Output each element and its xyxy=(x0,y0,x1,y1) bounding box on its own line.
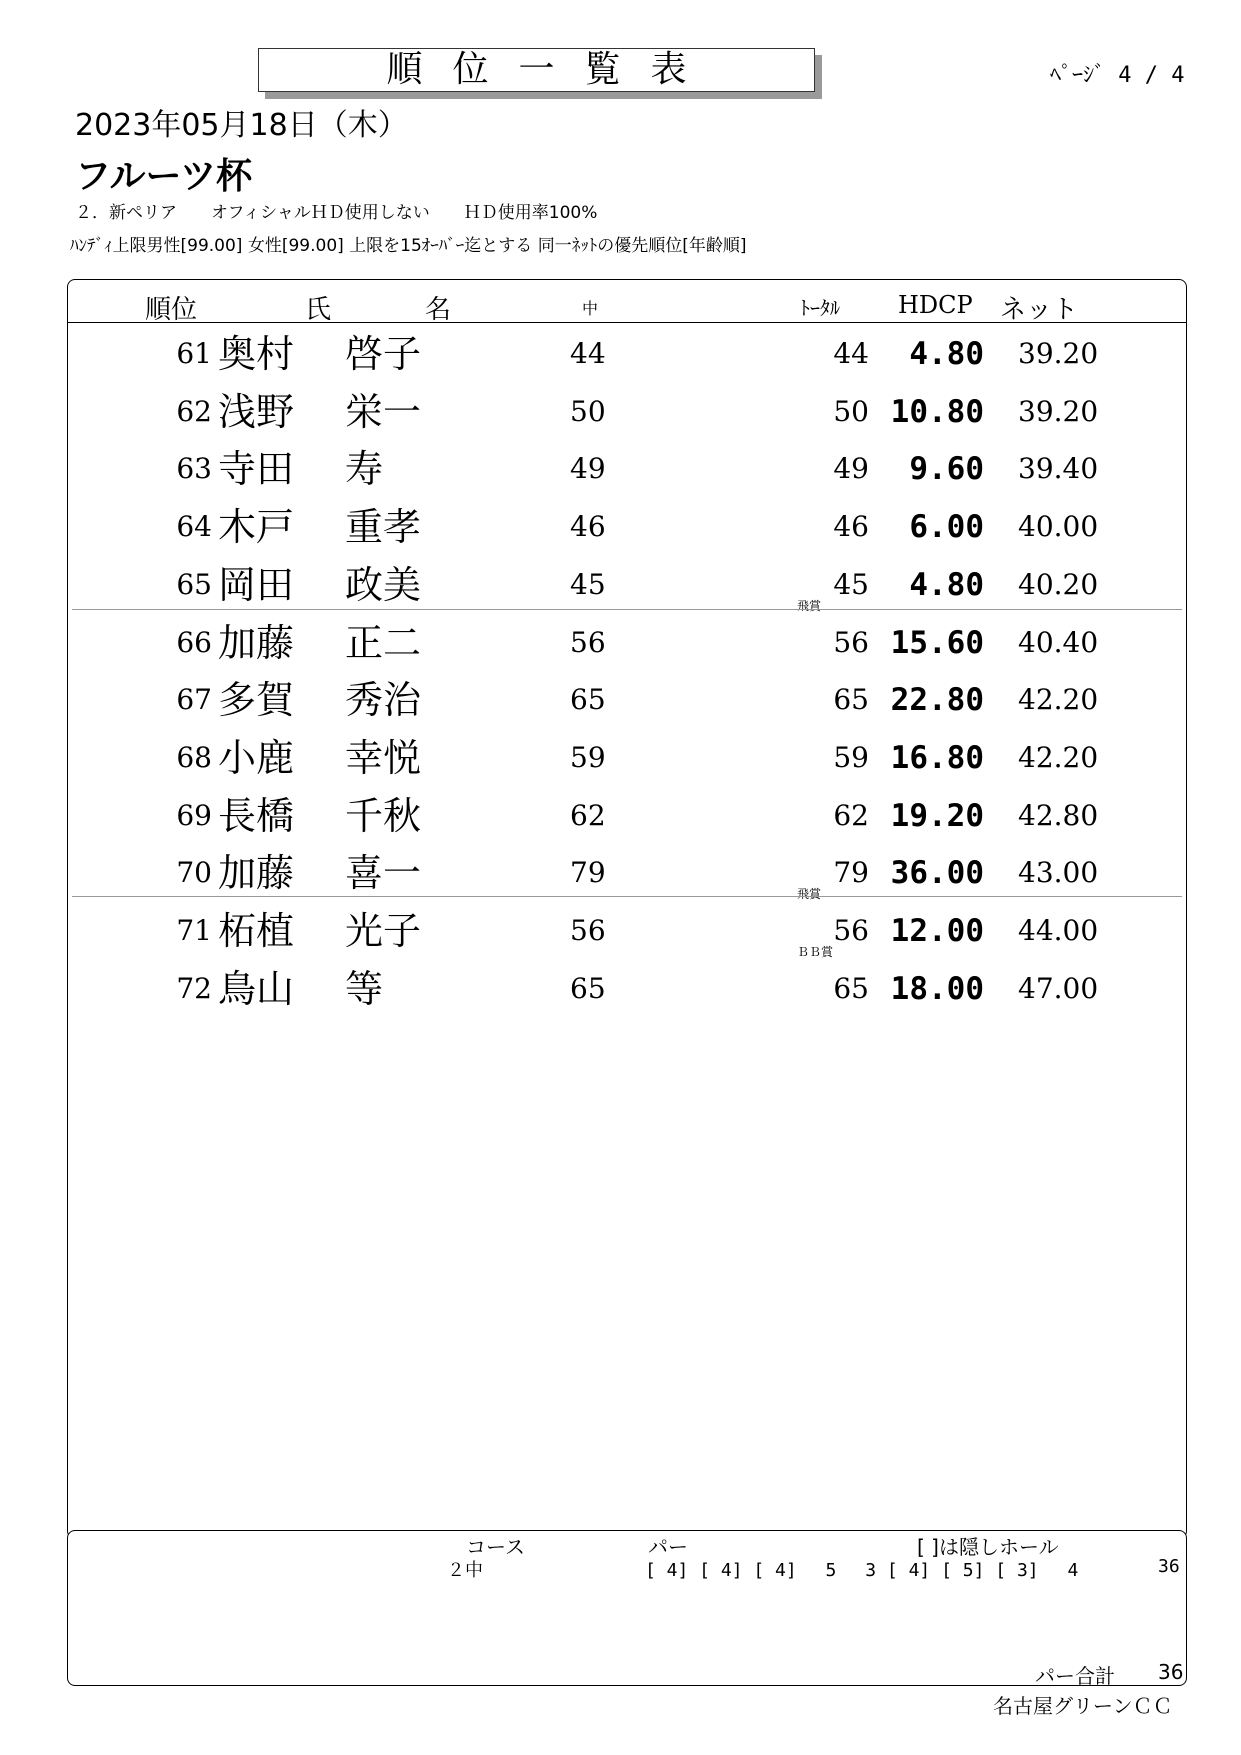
net-score-cell: 42.20 xyxy=(1018,683,1099,717)
group-divider xyxy=(72,896,1182,897)
page-number: ﾍﾟｰｼﾞ 4 / 4 xyxy=(1050,63,1185,88)
surname-cell: 加藤 xyxy=(218,851,295,896)
event-name: フルーツ杯 xyxy=(75,156,253,197)
course-score-cell: 46 xyxy=(570,510,606,544)
par-total-value: 36 xyxy=(1158,1660,1184,1684)
total-score-cell: 44 xyxy=(833,337,869,370)
given-name-cell: 幸悦 xyxy=(345,735,422,780)
footer-par-label: パー xyxy=(648,1535,688,1559)
award-label: 飛賞 xyxy=(797,598,822,613)
course-score-cell: 62 xyxy=(570,798,606,832)
rank-cell: 67 xyxy=(176,683,212,717)
course-score-cell: 65 xyxy=(570,683,606,717)
table-row xyxy=(0,498,1241,556)
total-score-cell: 49 xyxy=(833,452,869,486)
surname-cell: 岡田 xyxy=(218,562,295,607)
course-score-cell: 59 xyxy=(570,740,606,774)
table-row xyxy=(0,844,1241,902)
given-name-cell: 重孝 xyxy=(345,505,422,550)
hdcp-cell: 10.80 xyxy=(890,393,984,430)
header-net: ネット xyxy=(1000,295,1079,325)
net-score-cell: 47.00 xyxy=(1018,971,1099,1005)
footer-course-par: 36 xyxy=(1158,1556,1180,1577)
net-score-cell: 40.00 xyxy=(1018,510,1099,544)
rank-cell: 69 xyxy=(176,798,212,832)
course-score-cell: 56 xyxy=(570,914,606,947)
given-name-cell: 秀治 xyxy=(345,678,422,723)
event-date: 2023年05月18日（木） xyxy=(75,108,408,143)
surname-cell: 木戸 xyxy=(218,505,295,550)
given-name-cell: 喜一 xyxy=(345,851,422,896)
given-name-cell: 光子 xyxy=(345,909,422,953)
net-score-cell: 43.00 xyxy=(1018,856,1099,890)
total-score-cell: 46 xyxy=(833,510,869,544)
net-score-cell: 42.80 xyxy=(1018,798,1099,832)
hdcp-cell: 22.80 xyxy=(890,682,984,719)
rank-cell: 72 xyxy=(176,971,212,1005)
course-score-cell: 65 xyxy=(570,971,606,1005)
given-name-cell: 政美 xyxy=(345,562,422,607)
rank-cell: 65 xyxy=(176,567,212,601)
given-name-cell: 等 xyxy=(345,966,384,1011)
rank-cell: 64 xyxy=(176,510,212,544)
surname-cell: 小鹿 xyxy=(218,735,295,780)
net-score-cell: 39.20 xyxy=(1018,337,1099,370)
table-row xyxy=(0,325,1241,383)
table-row xyxy=(0,671,1241,729)
given-name-cell: 栄一 xyxy=(345,389,422,434)
table-row xyxy=(0,614,1241,672)
header-course: 中 xyxy=(582,299,599,318)
total-score-cell: 79 xyxy=(833,856,869,890)
net-score-cell: 42.20 xyxy=(1018,740,1099,774)
given-name-cell: 啓子 xyxy=(345,332,422,376)
net-score-cell: 39.40 xyxy=(1018,452,1099,486)
net-score-cell: 39.20 xyxy=(1018,394,1099,428)
hdcp-cell: 16.80 xyxy=(890,739,984,776)
hdcp-cell: 36.00 xyxy=(890,855,984,892)
surname-cell: 鳥山 xyxy=(218,966,295,1011)
table-row xyxy=(0,787,1241,845)
hdcp-cell: 12.00 xyxy=(890,913,984,949)
course-score-cell: 50 xyxy=(570,394,606,428)
rank-cell: 66 xyxy=(176,625,212,659)
rank-cell: 63 xyxy=(176,452,212,486)
conditions-line-1: ２．新ペリア オフィシャルＨＤ使用しない ＨＤ使用率100% xyxy=(75,203,598,223)
total-score-cell: 59 xyxy=(833,740,869,774)
table-row xyxy=(0,960,1241,1018)
course-score-cell: 49 xyxy=(570,452,606,486)
page-title: 順位一覧表 xyxy=(386,49,717,90)
total-score-cell: 56 xyxy=(833,625,869,659)
total-score-cell: 62 xyxy=(833,798,869,832)
table-row xyxy=(0,556,1241,614)
surname-cell: 多賀 xyxy=(218,678,295,723)
hdcp-cell: 6.00 xyxy=(909,509,984,546)
hdcp-cell: 15.60 xyxy=(890,624,984,661)
net-score-cell: 44.00 xyxy=(1018,914,1099,947)
net-score-cell: 40.40 xyxy=(1018,625,1099,659)
footer-hidden-hole-note: [ ]は隠しホール xyxy=(917,1535,1059,1559)
footer-hole-pars: [ 4] [ 4] [ 4] 5 3 [ 4] [ 5] [ 3] 4 xyxy=(645,1560,1079,1581)
total-score-cell: 56 xyxy=(833,914,869,947)
surname-cell: 寺田 xyxy=(218,447,295,492)
surname-cell: 加藤 xyxy=(218,620,295,665)
surname-cell: 浅野 xyxy=(218,389,295,434)
total-score-cell: 45 xyxy=(833,567,869,601)
given-name-cell: 正二 xyxy=(345,620,422,665)
hdcp-cell: 9.60 xyxy=(909,451,984,488)
title-box xyxy=(258,48,815,92)
course-score-cell: 79 xyxy=(570,856,606,890)
hdcp-cell: 19.20 xyxy=(890,797,984,834)
group-divider xyxy=(72,609,1182,610)
rank-cell: 70 xyxy=(176,856,212,890)
header-total: ﾄｰﾀﾙ xyxy=(800,296,840,320)
table-row xyxy=(0,902,1241,960)
given-name-cell: 寿 xyxy=(345,447,384,492)
table-row xyxy=(0,729,1241,787)
total-score-cell: 65 xyxy=(833,971,869,1005)
hdcp-cell: 4.80 xyxy=(909,566,984,603)
table-row xyxy=(0,440,1241,498)
rank-cell: 71 xyxy=(176,914,212,947)
award-label: 飛賞 xyxy=(797,887,822,902)
footer-course-label: コース xyxy=(466,1535,525,1559)
conditions-line-2: ﾊﾝﾃﾞｨ上限男性[99.00] 女性[99.00] 上限を15ｵｰﾊﾞｰ迄とする 同一ﾈｯﾄの優先順位[年齢順] xyxy=(70,236,747,256)
given-name-cell: 千秋 xyxy=(345,793,422,838)
header-name-2: 名 xyxy=(425,295,452,325)
surname-cell: 奥村 xyxy=(218,332,295,376)
course-score-cell: 45 xyxy=(570,567,606,601)
par-total-label: パー合計 xyxy=(1035,1664,1115,1688)
total-score-cell: 65 xyxy=(833,683,869,717)
club-name: 名古屋グリーンＣＣ xyxy=(993,1694,1173,1718)
header-hdcp: HDCP xyxy=(898,291,973,319)
hdcp-cell: 4.80 xyxy=(909,336,984,372)
rank-cell: 62 xyxy=(176,394,212,428)
course-score-cell: 44 xyxy=(570,337,606,370)
table-row xyxy=(0,383,1241,441)
rank-cell: 68 xyxy=(176,740,212,774)
course-score-cell: 56 xyxy=(570,625,606,659)
header-name-1: 氏 xyxy=(305,295,332,325)
header-rank: 順位 xyxy=(145,295,198,325)
award-label: ＢＢ賞 xyxy=(797,945,834,959)
hdcp-cell: 18.00 xyxy=(890,970,984,1007)
total-score-cell: 50 xyxy=(833,394,869,428)
rank-cell: 61 xyxy=(176,337,212,370)
surname-cell: 長橋 xyxy=(218,793,295,838)
net-score-cell: 40.20 xyxy=(1018,567,1099,601)
footer-course-value: ２中 xyxy=(447,1560,483,1581)
surname-cell: 柘植 xyxy=(218,909,295,953)
